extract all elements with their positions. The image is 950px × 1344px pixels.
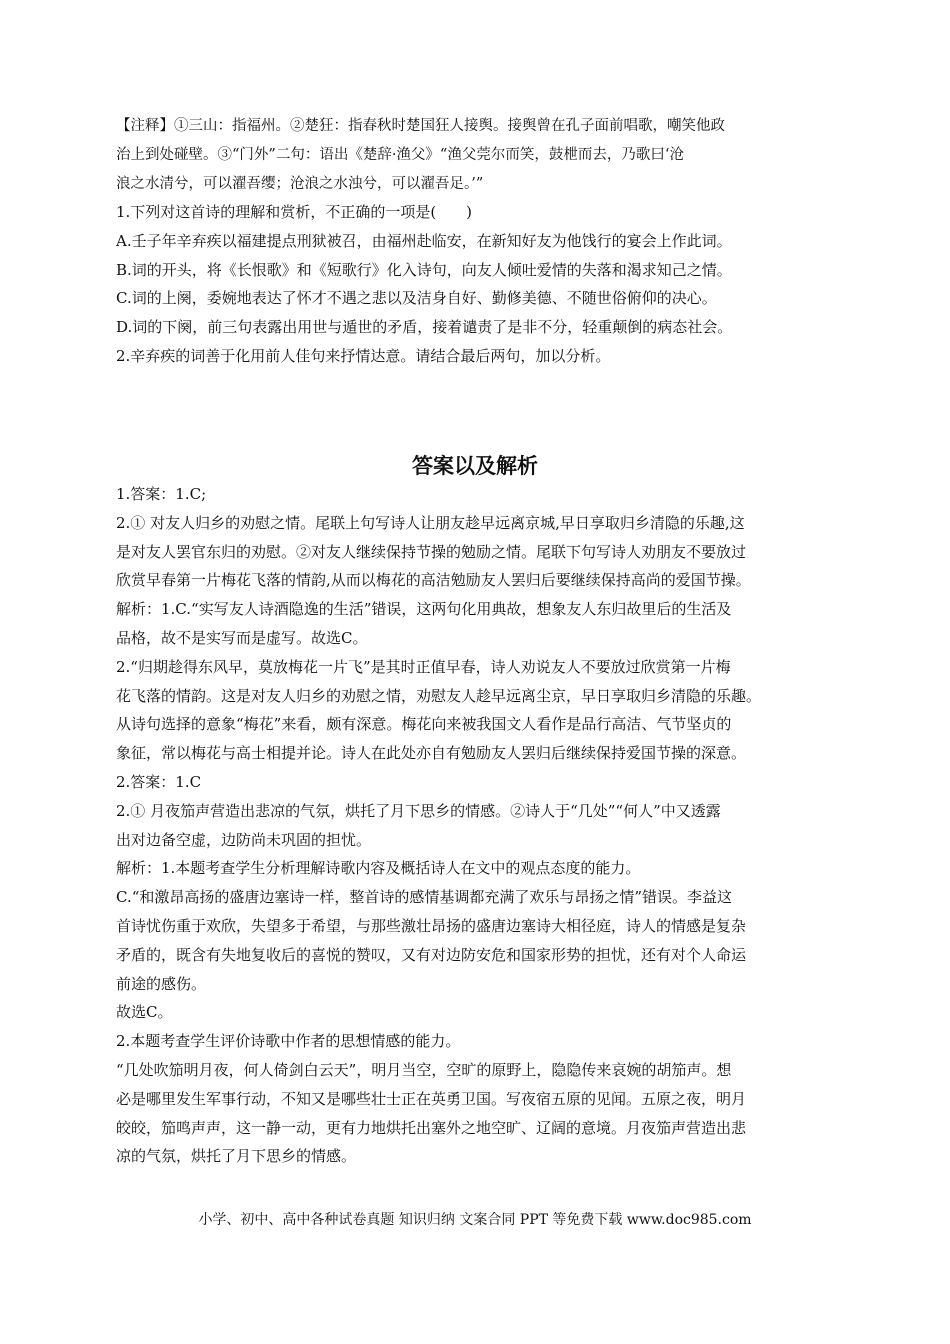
- answer-line: 从诗句选择的意象“梅花”来看，颇有深意。梅花向来被我国文人看作是品行高洁、气节坚贞的: [116, 715, 732, 734]
- answer-line: 2.① 月夜笳声营造出悲凉的气氛，烘托了月下思乡的情感。②诗人于“几处”“何人”中又透露: [116, 801, 721, 820]
- answer-line: 矛盾的，既含有失地复收后的喜悦的赞叹，又有对边防安危和国家形势的担忧，还有对个人命运: [116, 945, 747, 964]
- question-2-stem: 2.辛弃疾的词善于化用前人佳句来抒情达意。请结合最后两句，加以分析。: [116, 346, 611, 365]
- answer-line: 必是哪里发生军事行动，不知又是哪些壮士正在英勇卫国。写夜宿五原的见闻。五原之夜，明月: [116, 1089, 747, 1108]
- answer-line: 首诗忧伤重于欢欣，失望多于希望，与那些激壮昂扬的盛唐边塞诗大相径庭，诗人的情感是复杂: [116, 916, 747, 935]
- answer-line: 出对边备空虚，边防尚未巩固的担忧。: [116, 830, 372, 849]
- answer-line: “几处吹笳明月夜，何人倚剑白云天”，明月当空，空旷的原野上，隐隐传来哀婉的胡笳声。想: [116, 1060, 732, 1079]
- question-1-option-c: C.词的上阕，委婉地表达了怀才不遇之悲以及洁身自好、勤修美德、不随世俗俯仰的决心。: [116, 289, 717, 308]
- annotation-line: 浪之水清兮，可以濯吾缨；沧浪之水浊兮，可以濯吾足。’”: [116, 175, 484, 192]
- answer-line: 解析：1.本题考查学生分析理解诗歌内容及概括诗人在文中的观点态度的能力。: [116, 859, 641, 878]
- annotation-line: 治上到处碰壁。③“门外”二句：语出《楚辞·渔父》“渔父莞尔而笑，鼓枻而去，乃歌曰‘沧: [116, 146, 684, 163]
- question-section: [116, 198, 830, 371]
- answers-heading: 答案以及解析: [412, 454, 538, 478]
- answer-line: C.“和激昂高扬的盛唐边塞诗一样，整首诗的感情基调都充满了欢乐与昂扬之情”错误。李益这: [116, 888, 733, 907]
- poem-annotations: [116, 112, 830, 198]
- answer-line: 2.本题考查学生评价诗歌中作者的思想情感的能力。: [116, 1032, 461, 1051]
- answer-line: 象征，常以梅花与高士相提并论。诗人在此处亦自有勉励友人罢归后继续保持爱国节操的深意。: [116, 744, 747, 763]
- question-1-stem: 1.下列对这首诗的理解和赏析，不正确的一项是( ): [116, 203, 473, 221]
- annotation-line: 【注释】①三山：指福州。②楚狂：指春秋时楚国狂人接舆。接舆曾在孔子面前唱歌，嘲笑他政: [116, 118, 725, 134]
- answers-section: [116, 480, 830, 1171]
- answer-line: 2.答案：1.C: [116, 772, 202, 791]
- answer-line: 解析：1.C.“实写友人诗酒隐逸的生活”错误，这两句化用典故，想象友人东归故里后的生活及: [116, 600, 732, 619]
- answer-line: 前途的感伤。: [116, 974, 207, 993]
- answer-line: 2.“归期趁得东风早，莫放梅花一片飞”是其时正值早春，诗人劝说友人不要放过欣赏第一片梅: [116, 657, 731, 676]
- question-1-option-b: B.词的开头，将《长恨歌》和《短歌行》化入诗句，向友人倾吐爱情的失落和渴求知己之情。: [116, 260, 732, 279]
- page-footer: 小学、初中、高中各种试卷真题 知识归纳 文案合同 PPT 等免费下载 www.doc985.com: [198, 1212, 752, 1228]
- answer-line: 故选C。: [116, 1003, 173, 1022]
- answer-line: 是对友人罢官东归的劝慰。②对友人继续保持节操的勉励之情。尾联下句写诗人劝朋友不要放过: [116, 542, 747, 561]
- answer-line: 凉的气氛，烘托了月下思乡的情感。: [116, 1147, 357, 1166]
- answer-line: 1.答案：1.C;: [116, 485, 207, 503]
- answer-line: 欣赏早春第一片梅花飞落的情韵,从而以梅花的高洁勉励友人罢归后要继续保持高尚的爱国节操。: [116, 571, 751, 590]
- answer-line: 2.① 对友人归乡的劝慰之情。尾联上句写诗人让朋友趁早远离京城,早日享取归乡清隐的乐趣,这: [116, 513, 745, 532]
- answer-line: 皎皎，笳鸣声声，这一静一动，更有力地烘托出塞外之地空旷、辽阔的意境。月夜笳声营造出悲: [116, 1118, 747, 1137]
- question-1-option-a: A.壬子年辛弃疾以福建提点刑狱被召，由福州赴临安，在新知好友为他饯行的宴会上作此词。: [116, 231, 732, 250]
- answer-line: 品格，故不是实写而是虚写。故选C。: [116, 628, 368, 647]
- answer-line: 花飞落的情韵。这是对友人归乡的劝慰之情，劝慰友人趁早远离尘京，早日享取归乡清隐的乐趣。: [116, 686, 762, 705]
- question-1-option-d: D.词的下阕，前三句表露出用世与遁世的矛盾，接着谴责了是非不分，轻重颠倒的病态社会。: [116, 318, 733, 337]
